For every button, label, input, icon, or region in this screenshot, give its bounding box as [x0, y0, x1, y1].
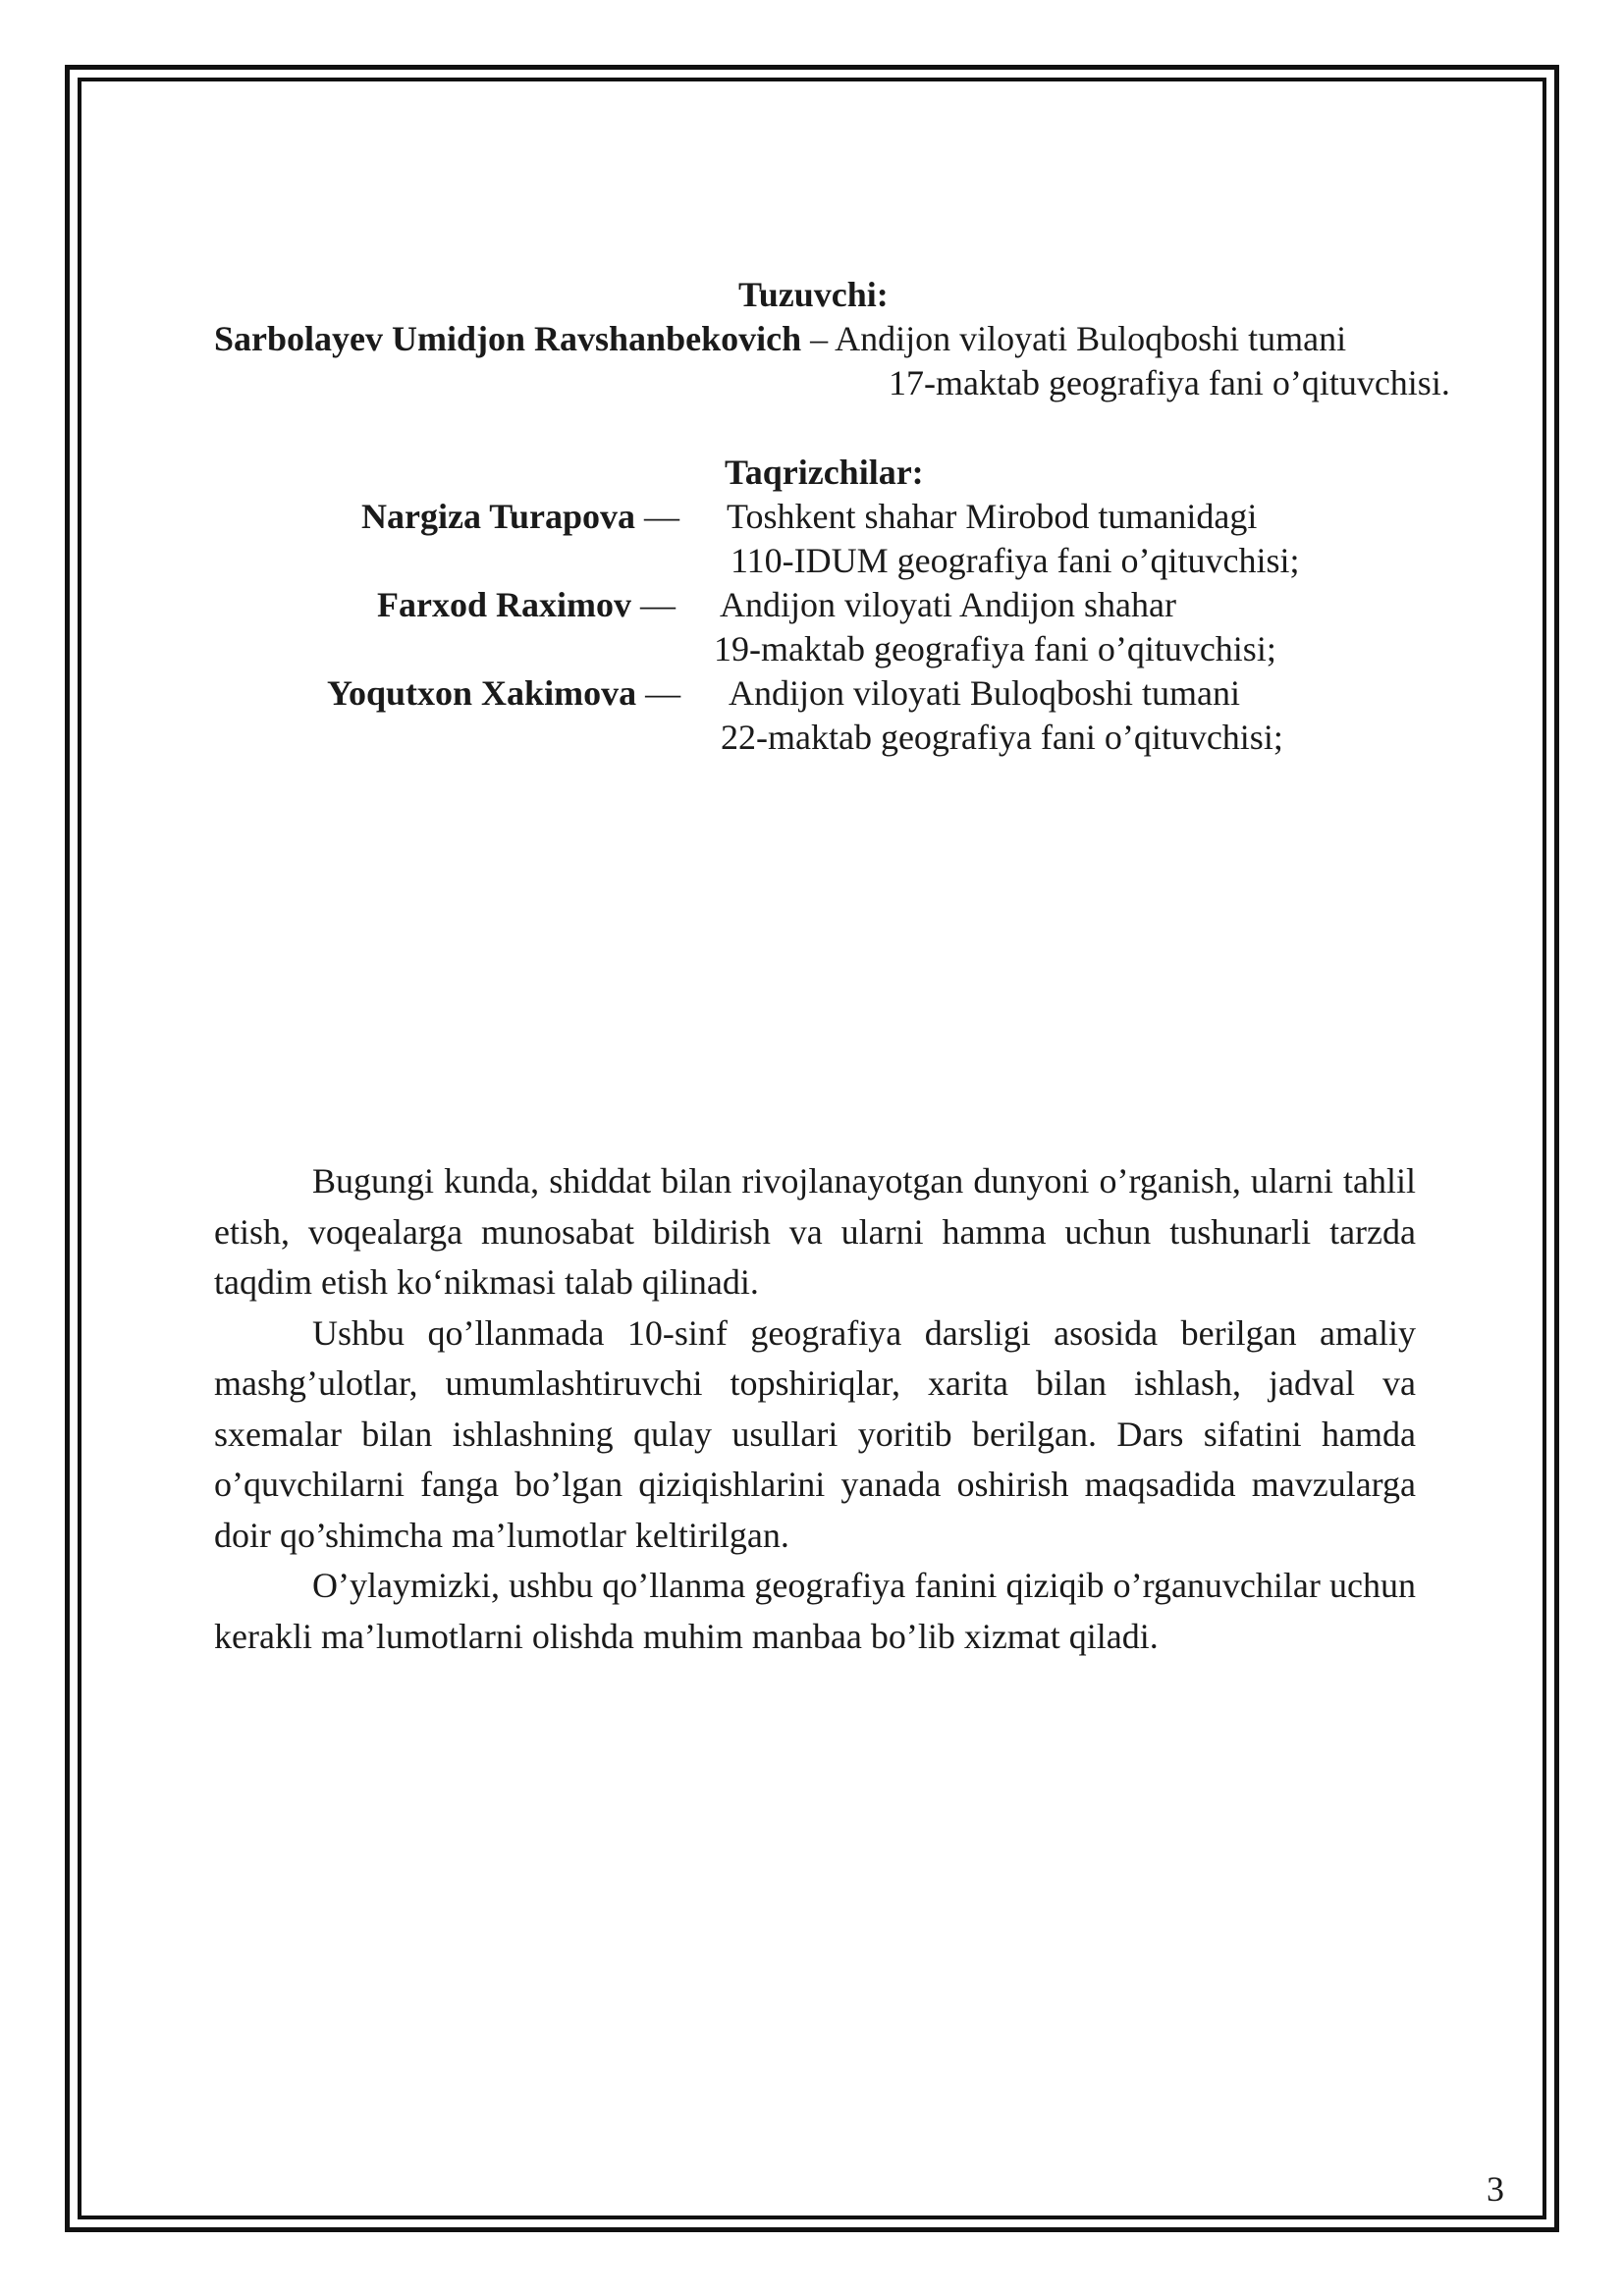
intro-paragraph: Ushbu qo’llanmada 10-sinf geografiya darsligi asosida berilgan amaliy mashg’ulotlar, umumlashtiruvchi topshiriqlar, xarita bilan ishlash, jadval va sxemalar bilan ishlashning qulay usullari yoritib berilgan. Dars sifatini hamda o’quvchilarni fanga bo’lgan qiziqishlarini yanada oshirish maqsadida mavzularga doir qo’shimcha ma’lumotlar keltirilgan.: [214, 1312, 1416, 1555]
compiler-dash: –: [810, 319, 829, 358]
reviewer-dash: —: [639, 585, 676, 624]
reviewer-line2: 110-IDUM geografiya fani o’qituvchisi;: [731, 541, 1300, 580]
reviewer-row: [327, 671, 680, 715]
compiler-heading: Tuzuvchi:: [738, 275, 889, 314]
page-number: 3: [1487, 2169, 1504, 2209]
reviewer-line1: Andijon viloyati Buloqboshi tumani: [729, 673, 1240, 713]
reviewer-dash: —: [644, 497, 680, 536]
reviewer-line1: Toshkent shahar Mirobod tumanidagi: [727, 497, 1258, 536]
credits-section: [0, 0, 1624, 785]
intro-text: [214, 1156, 1416, 1662]
reviewer-name: Yoqutxon Xakimova: [327, 673, 637, 713]
reviewer-line1: Andijon viloyati Andijon shahar: [720, 585, 1176, 624]
compiler-position-line1: Andijon viloyati Buloqboshi tumani: [835, 319, 1347, 358]
reviewer-name: Nargiza Turapova: [361, 497, 636, 536]
reviewer-line2: 19-maktab geografiya fani o’qituvchisi;: [714, 629, 1276, 668]
compiler-name: Sarbolayev Umidjon Ravshanbekovich: [214, 319, 802, 358]
reviewer-row: [361, 495, 679, 538]
compiler-row: [214, 317, 1346, 360]
reviewer-dash: —: [645, 673, 681, 713]
reviewer-name: Farxod Raximov: [377, 585, 631, 624]
reviewer-row: [377, 583, 676, 626]
intro-paragraph: O’ylaymizki, ushbu qo’llanma geografiya fanini qiziqib o’rganuvchilar uchun kerakli ma’lumotlarni olishda muhim manbaa bo’lib xizmat qiladi.: [214, 1566, 1416, 1656]
reviewers-heading: Taqrizchilar:: [725, 453, 924, 492]
reviewer-line2: 22-maktab geografiya fani o’qituvchisi;: [721, 718, 1283, 757]
compiler-position-line2: 17-maktab geografiya fani o’qituvchisi.: [889, 363, 1450, 402]
intro-paragraph: Bugungi kunda, shiddat bilan rivojlanayotgan dunyoni o’rganish, ularni tahlil etish, voqealarga munosabat bildirish va ularni hamma uchun tushunarli tarzda taqdim etish ko‘nikmasi talab qilinadi.: [214, 1161, 1416, 1302]
